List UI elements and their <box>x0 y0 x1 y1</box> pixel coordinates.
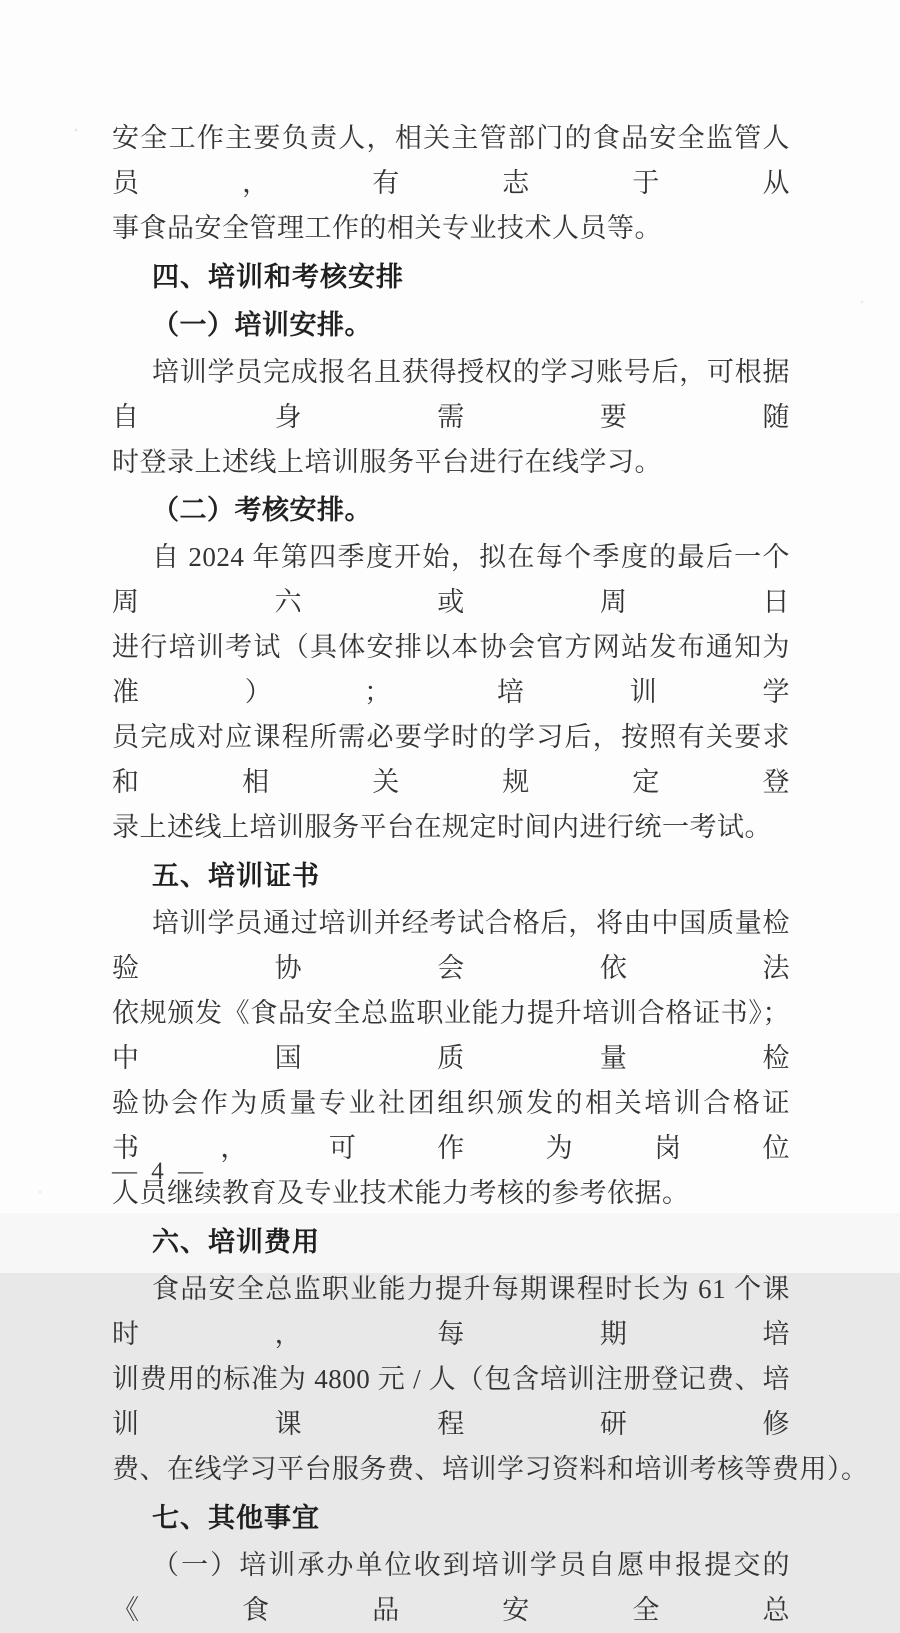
text-line: 七、其他事宜 <box>152 1503 320 1533</box>
document-content <box>112 116 869 1633</box>
text-line: 费、在线学习平台服务费、培训学习资料和培训考核等费用）。 <box>112 1454 869 1484</box>
text-line: 事食品安全管理工作的相关专业技术人员等。 <box>112 213 662 243</box>
text-line: 员完成对应课程所需必要学时的学习后，按照有关要求和相关规定登 <box>112 722 790 797</box>
paragraph-other-matters <box>112 1543 790 1633</box>
section-heading-5 <box>112 854 790 899</box>
text-line: 食品安全总监职业能力提升每期课程时长为 61 个课时，每期培 <box>112 1274 790 1349</box>
text-line: 培训学员通过培训并经考试合格后，将由中国质量检验协会依法 <box>112 908 790 983</box>
text-line: （一）培训安排。 <box>152 310 372 340</box>
text-line: 四、培训和考核安排 <box>152 262 404 292</box>
text-line: （一）培训承办单位收到培训学员自愿申报提交的《食品安全总 <box>112 1550 790 1625</box>
text-line: 安全工作主要负责人，相关主管部门的食品安全监管人员，有志于从 <box>112 123 790 198</box>
text-line: 录上述线上培训服务平台在规定时间内进行统一考试。 <box>112 812 772 842</box>
paragraph-training-arrangement <box>112 350 790 485</box>
page-number: — 4 — <box>112 1158 207 1185</box>
subsection-heading-4-1 <box>112 303 790 348</box>
text-line: 依规颁发《食品安全总监职业能力提升培训合格证书》；中国质量检 <box>112 998 790 1073</box>
text-line: 五、培训证书 <box>152 861 320 891</box>
text-line: 时登录上述线上培训服务平台进行在线学习。 <box>112 447 662 477</box>
subsection-heading-4-2 <box>112 488 790 533</box>
text-line: 训费用的标准为 4800 元 / 人（包含培训注册登记费、培训课程研修 <box>112 1364 790 1439</box>
section-heading-4 <box>112 255 790 300</box>
paragraph-continued-from-previous-page <box>112 116 790 251</box>
text-line: 六、培训费用 <box>152 1227 320 1257</box>
text-line: 培训学员完成报名且获得授权的学习账号后，可根据自身需要随 <box>112 357 790 432</box>
text-line: （二）考核安排。 <box>152 495 372 525</box>
text-line: 自 2024 年第四季度开始，拟在每个季度的最后一个周六或周日 <box>112 542 790 617</box>
paragraph-fees <box>112 1267 869 1492</box>
text-line: 验协会作为质量专业社团组织颁发的相关培训合格证书，可作为岗位 <box>112 1088 790 1163</box>
text-line: 进行培训考试（具体安排以本协会官方网站发布通知为准）；培训学 <box>112 632 790 707</box>
text-line: 人员继续教育及专业技术能力考核的参考依据。 <box>112 1178 690 1208</box>
section-heading-7 <box>112 1496 790 1541</box>
paragraph-assessment-arrangement <box>112 535 790 850</box>
paragraph-certificate <box>112 901 790 1216</box>
section-heading-6 <box>112 1220 790 1265</box>
